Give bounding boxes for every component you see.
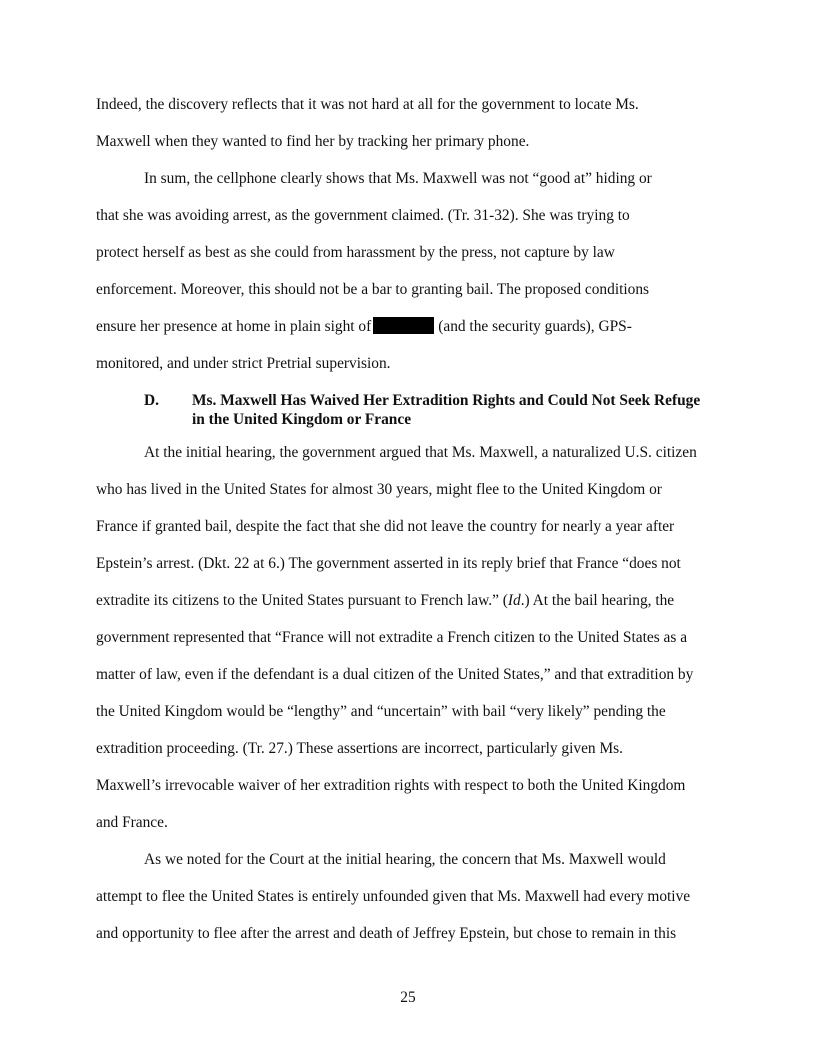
body-text-line: At the initial hearing, the government argued that Ms. Maxwell, a naturalized U.S. citizen [144, 444, 697, 461]
body-text-line: monitored, and under strict Pretrial supervision. [96, 355, 391, 372]
body-text-line: who has lived in the United States for almost 30 years, might flee to the United Kingdom or [96, 481, 662, 498]
body-text-line: France if granted bail, despite the fact that she did not leave the country for nearly a year after [96, 518, 675, 535]
body-text-line: government represented that “France will not extradite a French citizen to the United States as a [96, 629, 688, 646]
body-text-line: Maxwell when they wanted to find her by tracking her primary phone. [96, 133, 530, 150]
body-text-line: extradition proceeding. (Tr. 27.) These assertions are incorrect, particularly given Ms. [96, 740, 623, 757]
body-text-line: and France. [96, 814, 168, 831]
body-text-line: Epstein’s arrest. (Dkt. 22 at 6.) The government asserted in its reply brief that France “does not [96, 555, 681, 572]
page-number: 25 [400, 989, 416, 1006]
body-text-line: As we noted for the Court at the initial hearing, the concern that Ms. Maxwell would [144, 851, 666, 868]
citation-text-before: extradite its citizens to the United States pursuant to French law.” ( [96, 592, 508, 609]
body-text-line: Maxwell’s irrevocable waiver of her extradition rights with respect to both the United Kingdom [96, 777, 686, 794]
body-text-line: Indeed, the discovery reflects that it was not hard at all for the government to locate Ms. [96, 96, 639, 113]
body-text-line: attempt to flee the United States is entirely unfounded given that Ms. Maxwell had every motive [96, 888, 691, 905]
section-heading-text: Ms. Maxwell Has Waived Her Extradition Rights and Could Not Seek Refuge in the United Kingdom or France [192, 392, 701, 428]
body-text-line: In sum, the cellphone clearly shows that Ms. Maxwell was not “good at” hiding or [144, 170, 652, 187]
text-after-redaction: (and the security guards), GPS- [438, 318, 632, 335]
body-text-line: protect herself as best as she could from harassment by the press, not capture by law [96, 244, 615, 261]
body-text-line: that she was avoiding arrest, as the government claimed. (Tr. 31-32). She was trying to [96, 207, 630, 224]
body-text-line: the United Kingdom would be “lengthy” and “uncertain” with bail “very likely” pending the [96, 703, 666, 720]
body-text-line-redacted [96, 317, 632, 337]
citation-id-italic: Id [507, 592, 521, 609]
body-text-line: and opportunity to flee after the arrest and death of Jeffrey Epstein, but chose to remain in this [96, 925, 677, 942]
body-text-line-citation [96, 591, 674, 611]
citation-text-after: .) At the bail hearing, the [520, 592, 675, 609]
text-before-redaction: ensure her presence at home in plain sight of [96, 318, 372, 335]
body-text-line: matter of law, even if the defendant is a dual citizen of the United States,” and that extradition by [96, 666, 694, 683]
section-heading-label: D. [144, 392, 159, 409]
redaction-box [373, 317, 434, 334]
body-text-line: enforcement. Moreover, this should not be a bar to granting bail. The proposed conditions [96, 281, 650, 298]
